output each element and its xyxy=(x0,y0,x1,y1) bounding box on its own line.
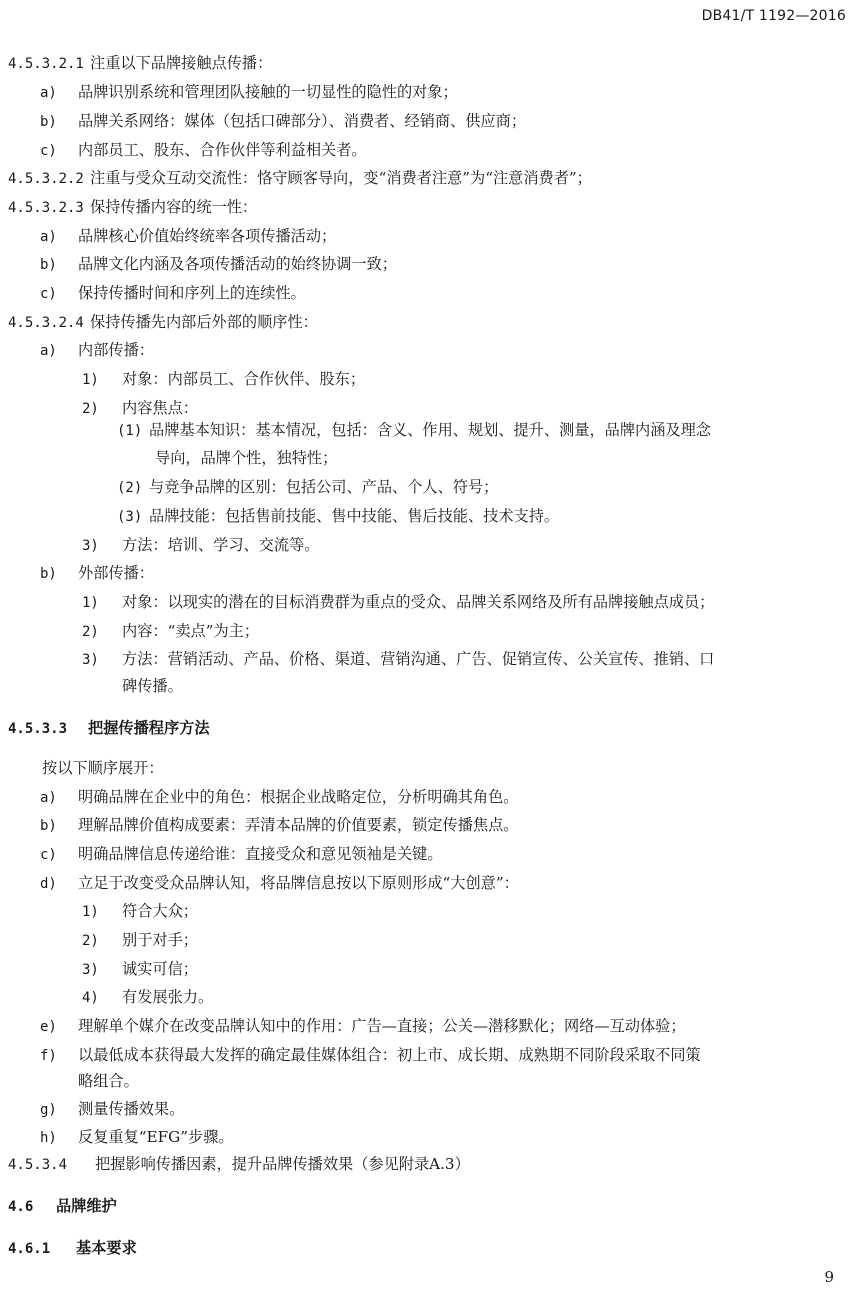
list-marker: 1) xyxy=(82,372,99,388)
clause-text: 注重以下品牌接触点传播： xyxy=(90,54,273,72)
list-marker: 3) xyxy=(82,962,99,978)
list-marker: (3) xyxy=(117,509,143,525)
list-item xyxy=(40,1016,686,1037)
list-item xyxy=(40,873,519,894)
section-number: 4.6.1 xyxy=(8,1241,51,1257)
list-text: 导向，品牌个性，独特性； xyxy=(155,449,338,467)
clause-text: 注重与受众互动交流性：恪守顾客导向，变“消费者注意”为“注意消费者”； xyxy=(90,169,592,187)
list-text: 对象：内部员工、合作伙伴、股东； xyxy=(122,370,365,388)
list-text: 品牌技能：包括售前技能、售中技能、售后技能、技术支持。 xyxy=(149,507,560,525)
sub-list-item xyxy=(82,959,198,980)
clause-number: 4.5.3.2.4 xyxy=(8,315,84,331)
list-text: 诚实可信； xyxy=(122,960,198,978)
sub-list-item xyxy=(82,930,198,951)
clause-text: 把握影响传播因素，提升品牌传播效果（参见附录A.3） xyxy=(95,1155,470,1173)
section-number: 4.5.3.3 xyxy=(8,721,68,737)
list-text: 对象：以现实的潜在的目标消费群为重点的受众、品牌关系网络及所有品牌接触点成员； xyxy=(122,593,715,611)
list-text: 保持传播时间和序列上的连续性。 xyxy=(78,284,306,302)
list-text: 内容焦点： xyxy=(122,399,198,417)
clause-4-5-3-2-1 xyxy=(8,53,272,74)
sub-list-item xyxy=(82,987,213,1008)
list-marker: b) xyxy=(40,257,57,273)
document-code-header: DB41/T 1192—2016 xyxy=(701,8,846,24)
sub-sub-list-item xyxy=(117,506,559,527)
list-marker: 3) xyxy=(82,652,99,668)
clause-4-5-3-2-3 xyxy=(8,197,257,218)
list-marker: d) xyxy=(40,876,57,892)
list-marker: c) xyxy=(40,143,57,159)
clause-4-5-3-4 xyxy=(8,1154,470,1175)
list-text: 品牌文化内涵及各项传播活动的始终协调一致； xyxy=(78,255,397,273)
paragraph-text: 按以下顺序展开： xyxy=(42,759,164,777)
list-item xyxy=(40,140,367,161)
list-text: 品牌核心价值始终统率各项传播活动； xyxy=(78,227,337,245)
list-item xyxy=(40,340,154,361)
list-marker: 1) xyxy=(82,904,99,920)
list-marker: b) xyxy=(40,818,57,834)
list-marker: 2) xyxy=(82,401,99,417)
list-text: 理解单个媒介在改变品牌认知中的作用：广告—直接；公关—潜移默化；网络—互动体验； xyxy=(78,1017,686,1035)
section-heading-4-6-1 xyxy=(8,1238,137,1259)
sub-list-item xyxy=(82,535,319,556)
list-text: 品牌关系网络：媒体（包括口碑部分）、消费者、经销商、供应商； xyxy=(78,112,527,130)
list-marker: g) xyxy=(40,1102,57,1118)
list-text: 明确品牌信息传递给谁：直接受众和意见领袖是关键。 xyxy=(78,845,443,863)
list-marker: 2) xyxy=(82,624,99,640)
list-marker: c) xyxy=(40,847,57,863)
sub-list-item xyxy=(82,592,714,613)
sub-list-item xyxy=(82,369,365,390)
page-number: 9 xyxy=(824,1268,834,1286)
list-marker: 1) xyxy=(82,595,99,611)
list-marker: 3) xyxy=(82,538,99,554)
list-text: 立足于改变受众品牌认知，将品牌信息按以下原则形成“大创意”： xyxy=(78,874,519,892)
clause-4-5-3-2-4 xyxy=(8,312,318,333)
list-marker: a) xyxy=(40,343,57,359)
list-text: 以最低成本获得最大发挥的确定最佳媒体组合：初上市、成长期、成熟期不同阶段采取不同策 xyxy=(78,1046,701,1064)
list-text: 有发展张力。 xyxy=(122,988,214,1006)
list-text: 符合大众； xyxy=(122,902,198,920)
list-item xyxy=(40,283,306,304)
list-marker: b) xyxy=(40,114,57,130)
list-item xyxy=(40,563,154,584)
list-marker: h) xyxy=(40,1130,57,1146)
sub-list-item xyxy=(82,901,198,922)
list-item xyxy=(40,815,518,836)
clause-number: 4.5.3.2.3 xyxy=(8,200,84,216)
list-text: 外部传播： xyxy=(78,564,154,582)
sub-sub-list-item xyxy=(117,477,498,498)
list-item xyxy=(40,787,518,808)
list-item xyxy=(40,844,443,865)
list-text: 与竞争品牌的区别：包括公司、产品、个人、符号； xyxy=(149,478,499,496)
list-item xyxy=(40,111,526,132)
clause-number: 4.5.3.2.1 xyxy=(8,56,84,72)
list-text: 品牌基本知识：基本情况，包括：含义、作用、规划、提升、测量，品牌内涵及理念 xyxy=(149,421,711,439)
list-text: 品牌识别系统和管理团队接触的一切显性的隐性的对象； xyxy=(78,83,458,101)
list-item xyxy=(40,1045,701,1066)
list-marker: (2) xyxy=(117,480,143,496)
list-marker: 2) xyxy=(82,933,99,949)
list-text: 反复重复“EFG”步骤。 xyxy=(78,1128,234,1146)
list-text: 明确品牌在企业中的角色：根据企业战略定位，分析明确其角色。 xyxy=(78,788,519,806)
continuation-line xyxy=(78,1071,139,1091)
list-item xyxy=(40,1127,234,1148)
list-marker: a) xyxy=(40,790,57,806)
list-item xyxy=(40,226,336,247)
sub-sub-list-item xyxy=(117,420,711,441)
list-marker: f) xyxy=(40,1048,57,1064)
continuation-line xyxy=(122,676,183,696)
sub-list-item xyxy=(82,398,198,419)
list-item xyxy=(40,1099,184,1120)
section-title: 品牌维护 xyxy=(56,1197,117,1215)
clause-number: 4.5.3.2.2 xyxy=(8,171,84,187)
list-marker: (1) xyxy=(117,423,143,439)
clause-4-5-3-2-2 xyxy=(8,168,592,189)
section-title: 把握传播程序方法 xyxy=(88,719,210,737)
clause-text: 保持传播先内部后外部的顺序性： xyxy=(90,313,318,331)
list-marker: a) xyxy=(40,229,57,245)
clause-text: 保持传播内容的统一性： xyxy=(90,198,258,216)
list-marker: c) xyxy=(40,286,57,302)
list-text: 测量传播效果。 xyxy=(78,1100,185,1118)
clause-number: 4.5.3.4 xyxy=(8,1157,68,1173)
list-item xyxy=(40,82,458,103)
list-marker: a) xyxy=(40,85,57,101)
sub-list-item xyxy=(82,649,714,670)
list-text: 内部传播： xyxy=(78,341,154,359)
paragraph xyxy=(42,758,164,778)
list-item xyxy=(40,254,397,275)
section-heading-4-5-3-3 xyxy=(8,718,210,739)
list-text: 内部员工、股东、合作伙伴等利益相关者。 xyxy=(78,141,367,159)
section-title: 基本要求 xyxy=(76,1239,137,1257)
list-text: 方法：培训、学习、交流等。 xyxy=(122,536,320,554)
continuation-line xyxy=(155,448,337,468)
list-marker: 4) xyxy=(82,990,99,1006)
list-text: 别于对手； xyxy=(122,931,198,949)
sub-list-item xyxy=(82,621,259,642)
list-text: 略组合。 xyxy=(78,1072,139,1090)
list-marker: e) xyxy=(40,1019,57,1035)
list-text: 碑传播。 xyxy=(122,677,183,695)
section-heading-4-6 xyxy=(8,1196,117,1217)
list-text: 内容：“卖点”为主； xyxy=(122,622,260,640)
list-text: 理解品牌价值构成要素：弄清本品牌的价值要素，锁定传播焦点。 xyxy=(78,816,519,834)
list-text: 方法：营销活动、产品、价格、渠道、营销沟通、广告、促销宣传、公关宣传、推销、口 xyxy=(122,650,715,668)
list-marker: b) xyxy=(40,566,57,582)
section-number: 4.6 xyxy=(8,1199,34,1215)
